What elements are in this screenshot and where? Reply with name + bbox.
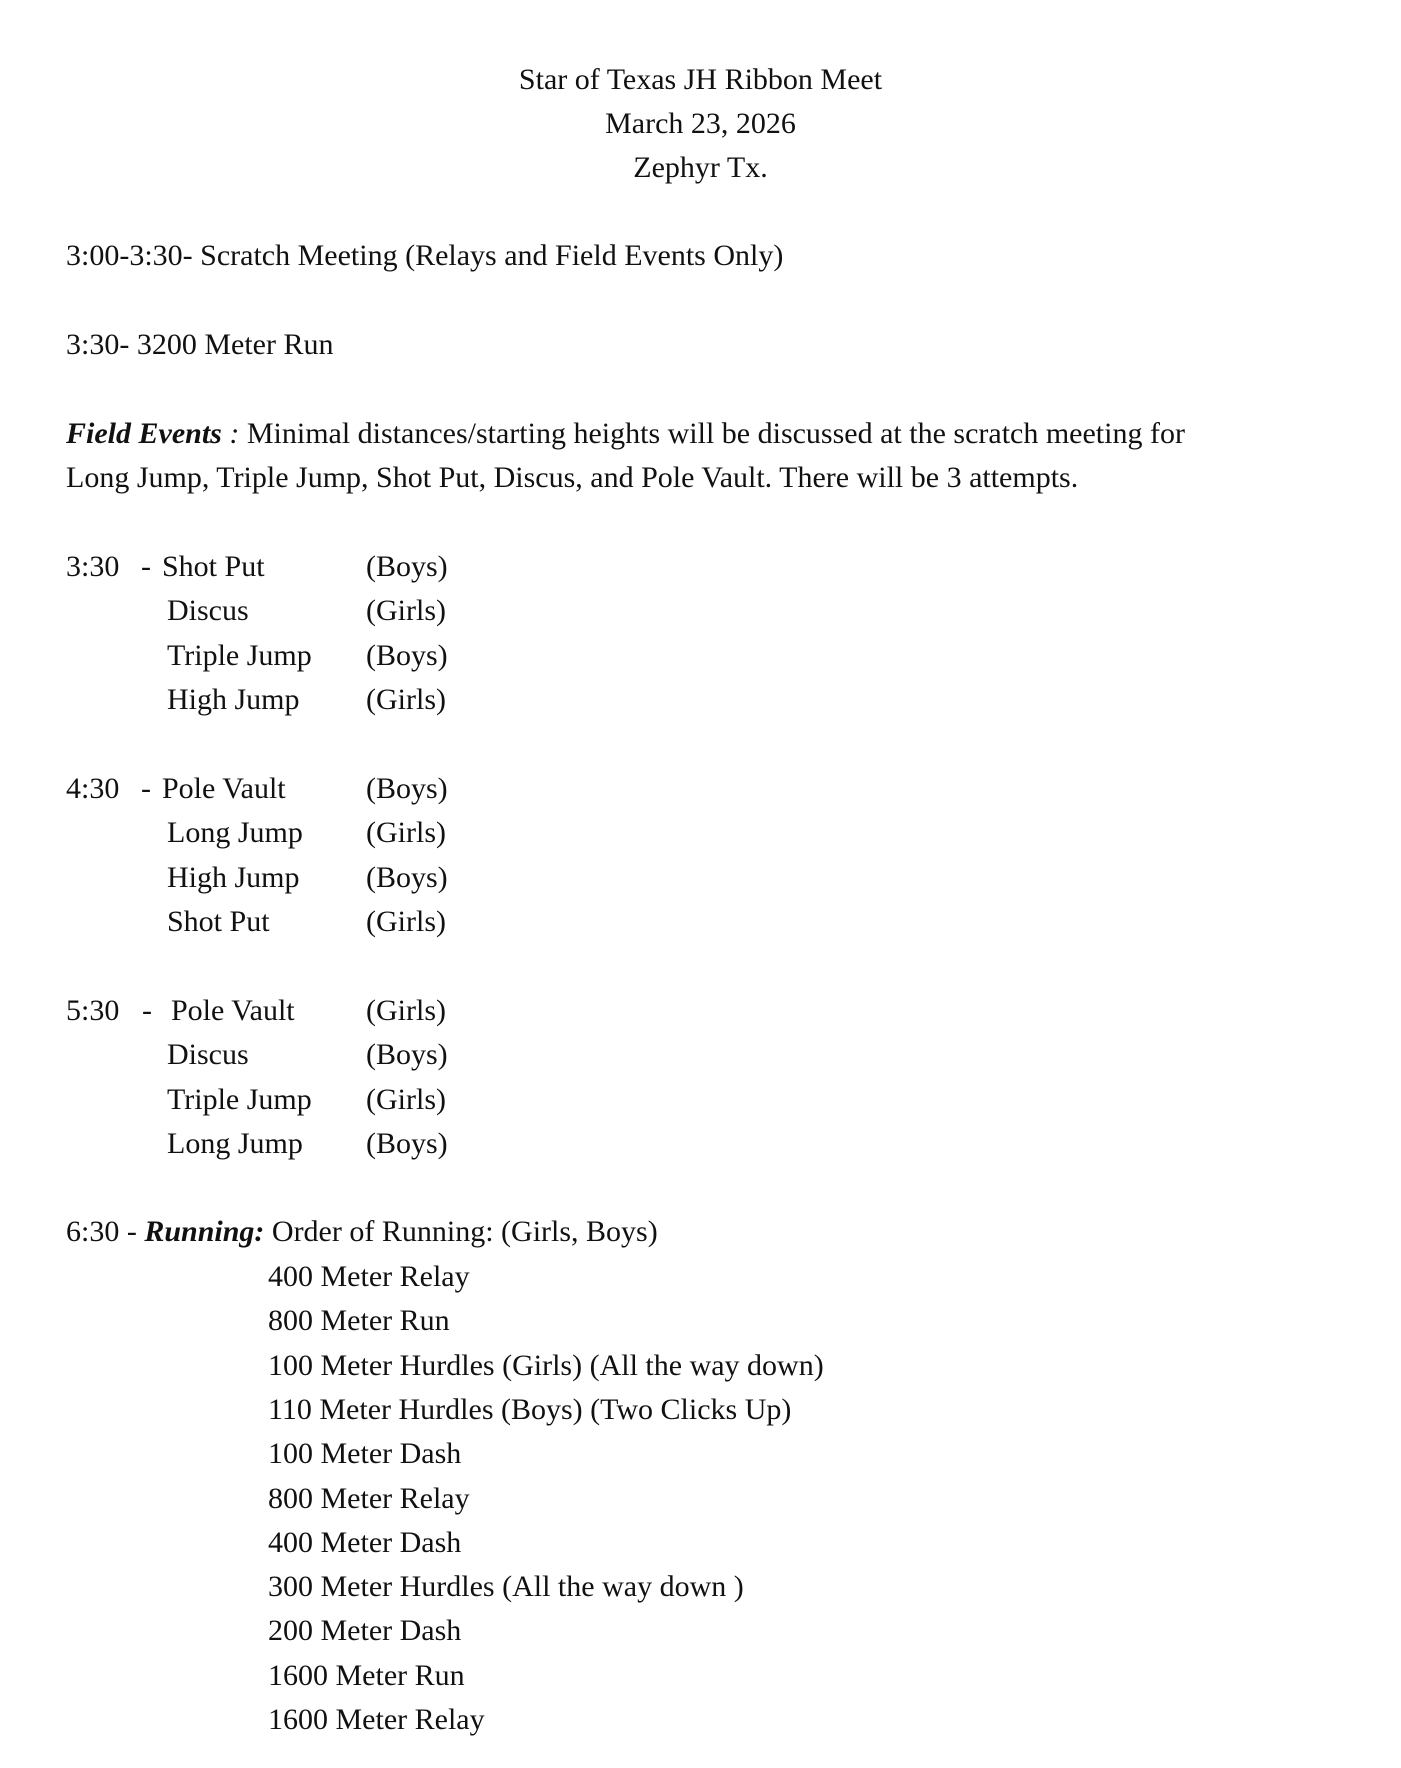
- event-gender: (Boys): [366, 860, 448, 894]
- meet-title: Star of Texas JH Ribbon Meet: [518, 63, 883, 96]
- event-name: Triple Jump: [167, 1082, 312, 1116]
- group-dash: -: [141, 772, 151, 805]
- running-event: 100 Meter Hurdles (Girls) (All the way down): [268, 1348, 824, 1382]
- field-events-text-1: Minimal distances/starting heights will be discussed at the scratch meeting for: [239, 417, 1185, 450]
- event-name: High Jump: [167, 682, 300, 716]
- event-gender: (Boys): [366, 772, 448, 805]
- run-3200-line: 3:30- 3200 Meter Run: [66, 328, 334, 361]
- group-dash: -: [142, 994, 152, 1027]
- event-name: Pole Vault: [171, 994, 295, 1027]
- running-event: 400 Meter Relay: [268, 1260, 470, 1293]
- running-event: 400 Meter Dash: [268, 1525, 462, 1559]
- running-event: 200 Meter Dash: [268, 1614, 462, 1648]
- field-events-line-1: [66, 412, 1185, 456]
- event-name: Pole Vault: [162, 772, 286, 805]
- running-header-line: [66, 1210, 658, 1254]
- event-gender: (Boys): [366, 638, 448, 672]
- running-event: 300 Meter Hurdles (All the way down ): [268, 1570, 744, 1604]
- event-name: Shot Put: [167, 904, 270, 938]
- event-name: Shot Put: [162, 550, 265, 583]
- field-events-colon: :: [221, 417, 240, 450]
- running-event: 800 Meter Run: [268, 1304, 450, 1338]
- event-name: High Jump: [167, 860, 300, 894]
- event-name: Long Jump: [167, 816, 303, 850]
- running-event: 1600 Meter Run: [268, 1658, 465, 1692]
- event-gender: (Girls): [366, 1082, 446, 1116]
- event-gender: (Boys): [366, 1038, 448, 1072]
- group-time: 5:30: [66, 994, 120, 1027]
- meet-location: Zephyr Tx.: [633, 151, 768, 184]
- running-event: 100 Meter Dash: [268, 1437, 462, 1471]
- meet-date: March 23, 2026: [605, 107, 796, 140]
- running-order-text: Order of Running: (Girls, Boys): [264, 1215, 658, 1248]
- running-label: Running:: [144, 1215, 265, 1248]
- event-gender: (Boys): [366, 550, 448, 583]
- event-gender: (Boys): [366, 1126, 448, 1160]
- event-gender: (Girls): [366, 994, 446, 1027]
- event-gender: (Girls): [366, 594, 446, 628]
- event-name: Discus: [167, 1038, 249, 1072]
- event-name: Long Jump: [167, 1126, 303, 1160]
- field-events-line-2: Long Jump, Triple Jump, Shot Put, Discus, and Pole Vault. There will be 3 attempts.: [66, 461, 1079, 494]
- event-name: Triple Jump: [167, 638, 312, 672]
- field-events-label: Field Events: [66, 417, 222, 450]
- running-time: 6:30 -: [66, 1215, 137, 1248]
- group-time: 4:30: [66, 772, 120, 805]
- event-gender: (Girls): [366, 682, 446, 716]
- running-event: 110 Meter Hurdles (Boys) (Two Clicks Up): [268, 1392, 792, 1426]
- event-gender: (Girls): [366, 904, 446, 938]
- running-event: 1600 Meter Relay: [268, 1703, 485, 1736]
- scratch-meeting-line: 3:00-3:30- Scratch Meeting (Relays and Field Events Only): [66, 239, 784, 272]
- group-dash: -: [141, 550, 151, 583]
- running-event: 800 Meter Relay: [268, 1481, 470, 1515]
- event-gender: (Girls): [366, 816, 446, 850]
- event-name: Discus: [167, 594, 249, 628]
- group-time: 3:30: [66, 550, 120, 583]
